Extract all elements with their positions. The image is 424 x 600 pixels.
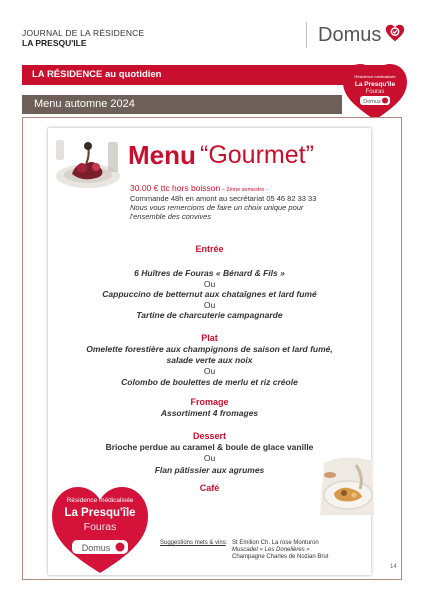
cafe-heading: Café [199,483,220,493]
footer-domus-logo [58,539,142,555]
plat-or: Ou [203,366,216,376]
subtitle-banner-label: Menu automne 2024 [34,98,135,110]
plat-item-1b: salade verte aux noix [166,355,253,365]
suggestion-wine-1: St Emilion Ch. La rose Monturon [232,540,319,546]
thanks-note: Nous vous remercions de faire un choix unique pour l'ensemble des convives [130,203,304,221]
plat-item-2: Colombo de boulettes de merlu et riz créole [121,377,298,387]
order-info: Commande 48h en amont au secrétariat 05 46 82 33 33 [130,194,317,203]
badge-line1: Résidence médicalisée [354,74,396,79]
header-divider [306,22,307,48]
entree-item-3: Tartine de charcuterie campagnarde [136,310,283,320]
footer-domus-text: Domus [81,543,111,553]
menu-price-note: – 2ème semestre - [220,187,268,193]
fromage-item-1: Assortiment 4 fromages [160,408,259,418]
dessert-item-1: Brioche perdue au caramel & boule de glace vanille [105,442,314,452]
entree-or-2: Ou [203,300,216,310]
footer-badge-line1: Résidence médicalisée [66,497,134,504]
suggestion-wine-3: Champagne Charles de Nozian Brut [232,554,329,560]
domus-logo: Domus [318,24,382,46]
badge-brand: Domus [363,99,381,105]
suggestion-wine-2: Muscadet « Les Donelières » [232,547,310,553]
entree-item-1: 6 Huîtres de Fouras « Bénard & Fils » [134,268,285,278]
residence-badge-logo [340,60,410,122]
menu-price-value: 30.00 € ttc hors boisson [130,183,221,193]
section-banner-label: LA RÉSIDENCE au quotidien [32,69,162,80]
footer-badge-line2: La Presqu'île [64,507,136,519]
plat-item-1a: Omelette forestière aux champignons de saison et lard fumé, [86,344,333,354]
menu-price [130,183,268,193]
badge-line3: Fouras [365,89,385,95]
badge-line2: La Presqu'île [354,81,396,88]
suggestions-colon: : [226,540,228,546]
dessert-item-2: Flan pâtissier aux agrumes [154,465,265,475]
suggestions-label: Suggestions mets & vins [160,540,226,546]
fromage-heading: Fromage [190,397,229,407]
footer-badge-line3: Fouras [83,521,117,533]
entree-item-2: Cappuccino de betternut aux chataîgnes et lard fumé [102,289,317,299]
entree-or-1: Ou [203,279,216,289]
plated-dish-photo [316,455,376,517]
section-banner [22,65,390,85]
dessert-photo [52,134,124,194]
domus-heart-icon [384,22,406,44]
residence-name: LA PRESQU'ILE [22,38,87,48]
journal-title: JOURNAL DE LA RÉSIDENCE [22,28,145,38]
page-number: 14 [390,564,397,570]
menu-title-light: “Gourmet” [200,141,314,169]
subtitle-banner [22,95,342,114]
dessert-or: Ou [203,453,216,463]
menu-title-bold: Menu [128,140,196,170]
plat-heading: Plat [201,333,218,343]
dessert-heading: Dessert [192,431,227,441]
entree-heading: Entrée [195,244,224,254]
